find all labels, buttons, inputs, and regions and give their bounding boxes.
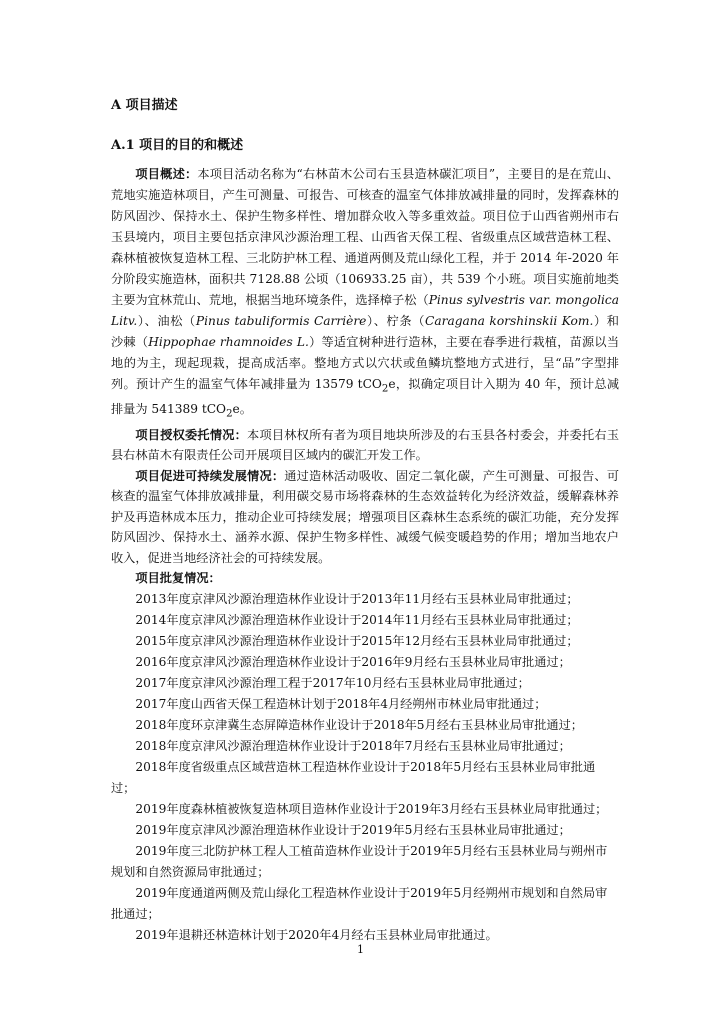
approval-item: 2017年度山西省天保工程造林计划于2018年4月经朔州市林业局审批通过； <box>135 697 547 712</box>
approval-item: 2019年度京津风沙源治理造林作业设计于2019年5月经右玉县林业局审批通过； <box>135 823 571 838</box>
approval-item: 2019年度通道两侧及荒山绿化工程造林作业设计于2019年5月经朔州市规划和自然局审批通过； <box>111 886 608 922</box>
authorization-text: 本项目林权所有者为项目地块所涉及的右玉县各村委会，并委托右玉县右林苗木有限责任公司开展项目区域内的碳汇开发工作。 <box>111 427 620 463</box>
overview-text-5: ）等适宜树种进行造林，主要在春季进行栽植，苗源以当地的为主，现起现栽，提高成活率。整地方式以穴状或鱼鳞坑整地方式进行，呈“品”字型排列。预计产生的温室气体年减排量为 13579 tCO <box>111 335 620 391</box>
overview-text-6: e，拟确定项目计入期为 40 年，预计总减排量为 541389 tCO <box>111 377 620 417</box>
approval-item: 2015年度京津风沙源治理造林作业设计于2015年12月经右玉县林业局审批通过； <box>135 634 579 649</box>
approvals-label: 项目批复情况： <box>135 571 221 586</box>
authorization-paragraph <box>111 425 619 466</box>
approval-item: 2016年度京津风沙源治理造林作业设计于2016年9月经右玉县林业局审批通过； <box>135 655 571 670</box>
approvals-heading <box>111 568 619 589</box>
overview-label: 项目概述： <box>135 167 198 181</box>
overview-text-2: ）、油松（ <box>137 314 196 328</box>
approval-item: 2018年度京津风沙源治理造林作业设计于2018年7月经右玉县林业局审批通过； <box>135 739 571 754</box>
approval-item: 2019年度森林植被恢复造林项目造林作业设计于2019年3月经右玉县林业局审批通过； <box>135 802 608 817</box>
approval-item: 2017年度京津风沙源治理工程于2017年10月经右玉县林业局审批通过； <box>135 676 530 691</box>
approval-item: 2018年度省级重点区域营造林工程造林作业设计于2018年5月经右玉县林业局审批通过； <box>111 760 596 796</box>
approval-item: 2019年度三北防护林工程人工植苗造林作业设计于2019年5月经右玉县林业局与朔州市规划和自然资源局审批通过； <box>111 844 608 880</box>
document-body <box>111 164 619 946</box>
sustainability-paragraph <box>111 466 619 569</box>
approval-item: 2014年度京津风沙源治理造林作业设计于2014年11月经右玉县林业局审批通过； <box>135 613 579 628</box>
species-name-3: Caragana korshinskii Kom. <box>425 314 594 328</box>
authorization-label: 项目授权委托情况： <box>135 427 248 442</box>
approval-item: 2018年度环京津冀生态屏障造林作业设计于2018年5月经右玉县林业局审批通过； <box>135 718 583 733</box>
approval-item: 2019年退耕还林造林计划于2020年4月经右玉县林业局审批通过。 <box>135 928 498 943</box>
subscript-2: 2 <box>381 383 389 395</box>
sustainability-text: 通过造林活动吸收、固定二氧化碳，产生可测量、可报告、可核查的温室气体排放减排量，利用碳交易市场将森林的生态效益转化为经济效益，缓解森林养护及再造林成本压力，推动企业可持续发展；增强项目区森林生态系统的碳汇功能，充分发挥防风固沙、保持水土、涵养水源、保护生物多样性、减缓气候变暖趋势的作用；增加当地农户收入，促进当地经济社会的可持续发展。 <box>111 468 620 565</box>
section-heading: A 项目描述 <box>111 98 178 113</box>
overview-text-1: 本项目活动名称为“右林苗木公司右玉县造林碳汇项目”，主要目的是在荒山、荒地实施造林项目，产生可测量、可报告、可核查的温室气体排放减排量的同时，发挥森林的防风固沙、保持水土、保护生物多样性、增加群众收入等多重效益。项目位于山西省朔州市右玉县境内，项目主要包括京津风沙源治理工程、山西省天保工程、省级重点区域营造林工程、森林植被恢复造林工程、三北防护林工程、通道两侧及荒山绿化工程，并于 2014 年-2020 年分阶段实施造林，面积共 7128.88 公顷（106933.25 亩），共 539 个小班。项目实施前地类主要为宜林荒山、荒地，根据当地环境条件，选择樟子松（ <box>111 167 619 307</box>
page-number: 1 <box>357 943 364 956</box>
approvals-list <box>111 589 619 946</box>
overview-text-3: ）、柠条（ <box>366 314 426 328</box>
sustainability-label: 项目促进可持续发展情况： <box>135 468 285 483</box>
overview-text-4: ）和沙棘（ <box>111 314 619 349</box>
approval-item: 2013年度京津风沙源治理造林作业设计于2013年11月经右玉县林业局审批通过； <box>135 592 579 607</box>
overview-paragraph <box>111 164 619 425</box>
species-name-4: Hippophae rhamnoides L. <box>148 335 309 349</box>
species-name-1: Pinus sylvestris var. mongolica Litv. <box>111 293 619 328</box>
subscript-2: 2 <box>226 408 233 420</box>
subsection-heading: A.1 项目的目的和概述 <box>111 138 244 153</box>
overview-text-7: e。 <box>232 402 252 417</box>
species-name-2: Pinus tabuliformis Carrière <box>195 314 367 328</box>
